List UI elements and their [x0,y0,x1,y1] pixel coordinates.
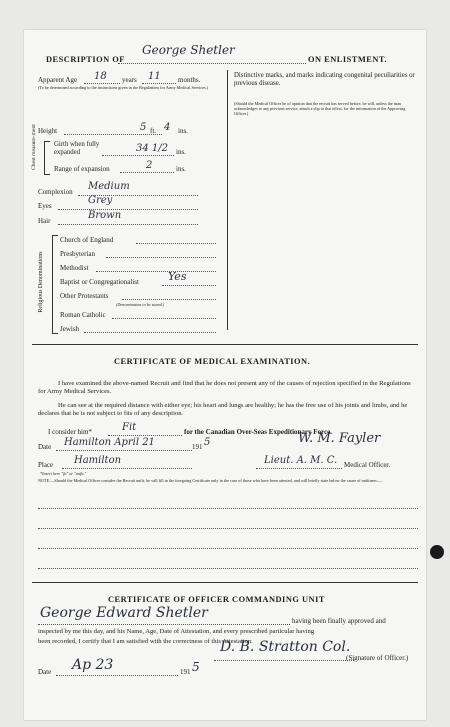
range-value: 2 [146,160,153,171]
eyes-label: Eyes [38,202,52,210]
medical-year-hand: 5 [204,437,211,448]
section-divider-2 [32,582,418,583]
religion-church-of-england: Church of England [60,236,114,244]
unfitness-line-2 [38,528,418,529]
religion-methodist: Methodist [60,264,89,272]
medical-certificate-title: CERTIFICATE OF MEDICAL EXAMINATION. [114,357,311,366]
medical-officer-signature: W. M. Fayler [298,431,381,446]
height-ins-label: ins. [178,127,188,135]
on-enlistment-label: ON ENLISTMENT. [308,55,387,64]
religion-jewish: Jewish [60,325,80,333]
age-note: (To be determined according to the instructions given in the Regulations for Army Medical Services.) [38,85,209,90]
commanding-text-2: inspected by me this day, and his Name, Age, Date of Attestation, and every prescribed particular having [38,628,315,635]
months-label: months. [178,76,201,84]
cef-label: for the Canadian Over-Seas Expeditionary Force. [184,428,333,436]
description-of-label: DESCRIPTION OF [46,55,125,64]
girth-label: Girth when fully expanded [54,141,100,157]
commanding-date-value: Ap 23 [72,657,114,673]
medical-date-label: Date [38,443,52,451]
hair-value: Brown [88,210,122,221]
name-line [118,63,306,64]
attestation-page [24,30,426,720]
ft-label: ft. [150,127,157,135]
years-label: years [122,76,137,84]
medical-paragraph-1: I have examined the above-named Recruit and find that he does not present any of the causes of rejection specified in the Regulations for Army Medical Services. [38,380,411,396]
commanding-certificate-title: CERTIFICATE OF OFFICER COMMANDING UNIT [108,595,325,604]
religion-baptist-mark: Yes [168,270,187,283]
height-in-value: 4 [164,122,171,133]
insert-fit-note: *Insert here "fit" or "unfit." [40,471,87,476]
range-unit: ins. [176,165,186,173]
punch-hole [430,545,444,559]
girth-value: 34 1/2 [136,143,168,154]
medical-year-print: 191 [192,443,203,451]
distinctive-marks-heading: Distinctive marks, and marks indicating congenital peculiarities or previous disease. [234,72,415,87]
medical-officer-label: Medical Officer. [344,461,391,469]
age-years-value: 18 [94,71,107,82]
recruit-full-name-handwritten: George Edward Shetler [40,605,208,621]
height-ft-value: 5 [140,122,147,133]
complexion-value: Medium [88,181,130,192]
religion-roman-catholic: Roman Catholic [60,311,106,319]
religion-presbyterian: Presbyterian [60,250,95,258]
medical-unfit-note: NOTE.—Should the Medical Officer consider the Recruit unfit, he will fill in the foregoing Certificate only in the case of those who have been attested, and will briefly state below the cause of unfitness:— [38,478,383,483]
commanding-date-label: Date [38,668,52,676]
range-label: Range of expansion [54,165,110,173]
religion-bracket [52,235,58,334]
medical-place-label: Place [38,461,54,469]
apparent-age-label: Apparent Age [38,76,78,84]
religion-baptist: Baptist or Congregationalist [60,278,139,286]
hair-label: Hair [38,217,51,225]
commanding-officer-signature: D. B. Stratton Col. [220,639,351,655]
age-months-value: 11 [148,71,161,82]
commanding-year-hand: 5 [192,660,200,674]
column-divider [227,70,228,330]
eyes-value: Grey [88,195,113,206]
consider-him-label: I consider him* [48,428,92,436]
unfitness-line-3 [38,548,418,549]
complexion-label: Complexion [38,188,73,196]
religious-denominations-label: Religious Denominations [38,251,44,313]
section-divider-1 [32,344,418,345]
girth-unit: ins. [176,148,186,156]
recruit-name-handwritten: George Shetler [142,43,235,57]
medical-paragraph-2: He can see at the required distance with either eye; his heart and lungs are healthy; he has the free use of his joints and limbs, and he declares that he is not subject to fits of any description. [38,402,408,418]
distinctive-marks-note: (Should the Medical Officer be of opinion that the recruit has served before, he will, unless the man acknowledges to any previous service, attach a slip to that effect, for the information of the Approving Officer.) [234,101,406,116]
unfitness-line-4 [38,568,418,569]
religion-other-protestants: Other Protestants [60,292,109,300]
commanding-text-1: having been finally approved and [292,617,386,625]
fitness-value: Fit [122,422,137,433]
medical-officer-rank: Lieut. A. M. C. [264,455,338,466]
commanding-signature-label: (Signature of Officer.) [346,654,409,662]
denomination-note: (Denomination to be stated.) [116,302,165,307]
chest-bracket [44,141,50,175]
medical-date-value: Hamilton April 21 [64,437,155,448]
chest-measurement-label: Chest measure-ment [31,124,37,170]
height-label: Height [38,127,58,135]
commanding-year-print: 191 [180,668,191,676]
unfitness-line-1 [38,508,418,509]
medical-place-value: Hamilton [74,455,122,466]
commanding-text-3: been recorded, I certify that I am satisfied with the correctness of this Attestation. [38,638,253,645]
